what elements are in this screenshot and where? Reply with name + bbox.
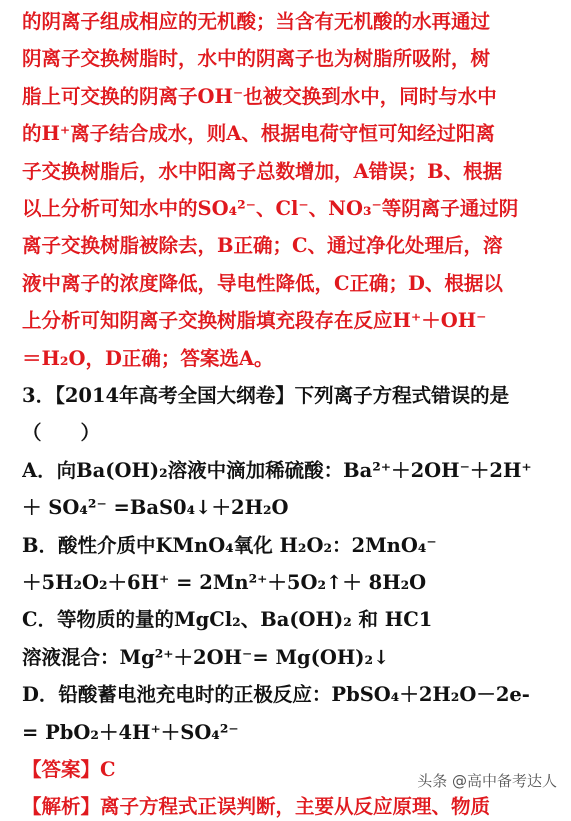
option-b-line-1: B．酸性介质中KMnO₄氧化 H₂O₂：2MnO₄⁻ xyxy=(22,533,437,557)
explanation-line-4: 的H⁺离子结合成水，则A、根据电荷守恒可知经过阳离 xyxy=(22,122,495,146)
explanation-line-6: 以上分析可知水中的SO₄²⁻、Cl⁻、NO₃⁻等阴离子通过阴 xyxy=(22,197,519,220)
option-d-line-2: = PbO₂＋4H⁺＋SO₄²⁻ xyxy=(22,720,239,744)
option-a-line-1: A．向Ba(OH)₂溶液中滴加稀硫酸：Ba²⁺＋2OH⁻＋2H⁺ xyxy=(22,458,532,482)
answer-line: 【答案】C xyxy=(22,758,116,781)
explanation-line-2: 阴离子交换树脂时，水中的阴离子也为树脂所吸附，树 xyxy=(22,47,491,71)
explanation-line-3: 脂上可交换的阴离子OH⁻也被交换到水中，同时与水中 xyxy=(22,84,497,108)
analysis-line: 【解析】离子方程式正误判断，主要从反应原理、物质 xyxy=(22,795,491,819)
option-c-line-1: C．等物质的量的MgCl₂、Ba(OH)₂ 和 HC1 xyxy=(22,608,433,632)
explanation-line-9: 上分析可知阴离子交换树脂填充段存在反应H⁺＋OH⁻ xyxy=(22,309,487,333)
explanation-line-8: 液中离子的浓度降低，导电性降低，C正确；D、根据以 xyxy=(22,271,503,295)
option-b-line-2: ＋5H₂O₂＋6H⁺ = 2Mn²⁺＋5O₂↑＋ 8H₂O xyxy=(22,571,427,594)
question-blank: （ ） xyxy=(22,421,101,445)
question-stem: 3．【2014年高考全国大纲卷】下列离子方程式错误的是 xyxy=(22,384,510,407)
option-d-line-1: D．铅酸蓄电池充电时的正极反应：PbSO₄＋2H₂O－2e- xyxy=(22,683,530,707)
explanation-line-10: ＝H₂O，D正确；答案选A。 xyxy=(22,346,274,370)
explanation-line-1: 的阴离子组成相应的无机酸；当含有无机酸的水再通过 xyxy=(22,10,491,33)
explanation-line-7: 离子交换树脂被除去，B正确；C、通过净化处理后，溶 xyxy=(22,234,503,258)
option-a-line-2: ＋ SO₄²⁻ =BaS0₄↓＋2H₂O xyxy=(22,496,289,520)
watermark: 头条 @高中备考达人 xyxy=(417,772,557,790)
option-c-line-2: 溶液混合：Mg²⁺＋2OH⁻= Mg(OH)₂↓ xyxy=(22,645,390,669)
explanation-line-5: 子交换树脂后，水中阳离子总数增加，A错误；B、根据 xyxy=(22,159,503,183)
